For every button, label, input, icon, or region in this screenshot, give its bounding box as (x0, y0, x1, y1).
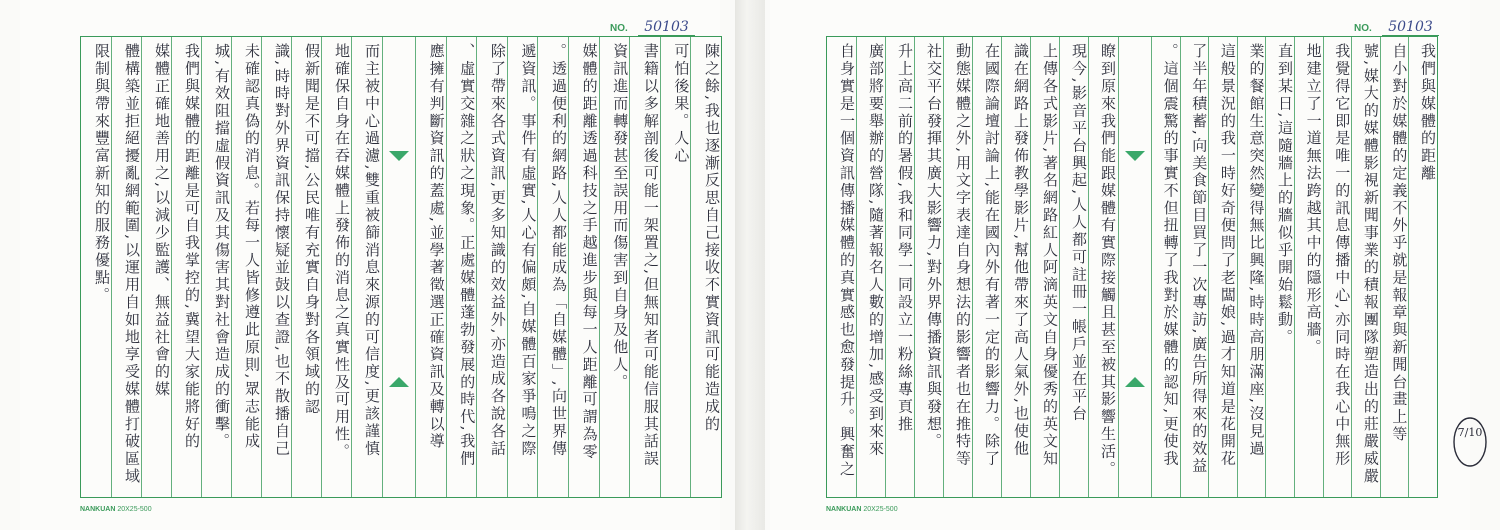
text-column: 識,時時對外界資訊保持懷疑並鼓以查證,也不散播自己 (261, 37, 291, 497)
text-column: 可怕後果。人心 (660, 37, 691, 497)
page-number-annotation (1450, 410, 1490, 470)
sheet-number-header (610, 18, 695, 36)
no-label: NO. (610, 23, 628, 34)
text-column: 、虛實交雜之狀之現象。正處媒體蓬勃發展的時代,我們 (446, 37, 477, 497)
text-column: 陳之餘,我也逐漸反思自己接收不實資訊可能造成的 (690, 37, 721, 497)
text-column: 號,媒大的媒體影視新聞事業的積報團隊塑造出的莊嚴威嚴 (1351, 37, 1380, 497)
text-column: 瞭到原來我們能跟媒體有實際接觸且甚至被其影響生活。 (1088, 37, 1117, 497)
no-label: NO. (1354, 23, 1372, 34)
text-column: 社交平台發揮其廣大影響力,對外界傳播資訊與發想。 (914, 37, 943, 497)
text-column: 在國際論壇討論上,能在國內外有著一定的影響力。除了 (972, 37, 1001, 497)
text-column: 自身實是一個資訊傳播媒體的真實感也愈發提升。興奮之 (838, 43, 856, 478)
text-column: 地建立了一道無法跨越其中的隱形高牆。 (1294, 37, 1323, 497)
text-column: 而主被中心過濾,雙重被篩消息來源的可信度,更該謹慎 (351, 37, 381, 497)
text-column: 資訊進而轉發甚至誤用而傷害到自身及他人。 (599, 37, 630, 497)
grid-center-strip (382, 37, 416, 497)
text-column: 直到某日,這隨牆上的牆似乎開始鬆動。 (1265, 37, 1294, 497)
text-column: 廣部將要舉辦的營隊,隨著報名人數的增加,感受到來來 (856, 37, 885, 497)
text-column: 現今,影音平台興起,人人都可註冊一帳戶並在平台 (1059, 37, 1088, 497)
text-column: 識在網路上發佈教學影片,幫他帶來了高人氣外,也使他 (1001, 37, 1030, 497)
text-column: 了半年積蓄,向美食節目買了一次專訪,廣告所得來的效益 (1180, 37, 1209, 497)
text-column: 。這個震驚的事實不但扭轉了我對於媒體的認知,更使我 (1161, 43, 1180, 468)
text-column: 我們與媒體的距離是可自我掌控的,冀望大家能將好的 (171, 37, 201, 497)
text-column: 上傳各式影片,著名網路紅人阿滴英文自身優秀的英文知 (1030, 37, 1059, 497)
manuscript-sheet-right (770, 0, 1470, 530)
text-column: 。透過便利的網路,人人都能成為「自媒體」,向世界傳 (537, 37, 568, 497)
text-column: 升上高二前的暑假,我和同學一同設立一粉絲專頁推 (885, 37, 914, 497)
page-number-text: 7/10 (1457, 426, 1483, 439)
manuscript-grid (826, 36, 1438, 498)
text-column: 書籍以多解剖後可能一架置之,但無知者可能信服其話誤 (629, 37, 660, 497)
text-column: 假新聞是不可擋,公民唯有充實自身對各領域的認 (291, 37, 321, 497)
footer-brand: NANKUAN (826, 506, 862, 513)
footer-brand: NANKUAN (80, 506, 116, 513)
binding-gutter (735, 0, 765, 530)
text-column: 地確保自身在吞媒體上發佈的消息之真實性及可用性。 (321, 37, 351, 497)
grid-left-half (827, 37, 1117, 497)
text-column: 業的餐館生意突然變得無比興隆,時時高朋滿座,沒見過 (1237, 37, 1266, 497)
grid-center-strip (1118, 37, 1152, 497)
footer-spec: 20X25-500 (863, 506, 898, 513)
sheet-number: 50103 (638, 19, 695, 36)
triangle-marker-icon (389, 377, 409, 387)
grid-right-half (1151, 37, 1437, 497)
manuscript-grid (80, 36, 722, 498)
paper-footer (80, 506, 152, 513)
text-column: 我們與媒體的距離 (1408, 37, 1437, 497)
text-column: 限制與帶來豐富新知的服務優點。 (93, 43, 111, 304)
sheet-number: 50103 (1382, 19, 1439, 36)
footer-spec: 20X25-500 (117, 506, 152, 513)
text-column: 這般景況的我一時好奇便問了老闆娘,過才知道是花開花 (1208, 37, 1237, 497)
triangle-marker-icon (1125, 377, 1145, 387)
text-column: 應擁有判斷資訊的蓋處,並學著徵選正確資訊及轉以導 (427, 43, 446, 451)
triangle-marker-icon (389, 151, 409, 161)
grid-left-half (81, 37, 381, 497)
text-column: 城,有效阻擋虛假資訊及其傷害其對社會造成的衝擊。 (201, 37, 231, 497)
text-column: 除了帶來各式資訊,更多知識的效益外,亦造成各說各話 (476, 37, 507, 497)
triangle-marker-icon (1125, 151, 1145, 161)
text-column: 未確認真偽的消息。若每一人皆修遵此原則,眾志能成 (231, 37, 261, 497)
text-column: 媒體正確地善用之,以減少監護、無益社會的媒 (141, 37, 171, 497)
text-column: 體構築並拒絕擾亂網範圍,以運用自如地享受媒體打破區域 (111, 37, 141, 497)
grid-right-half (415, 37, 721, 497)
text-column: 自小對於媒體的定義不外乎就是報章與新聞台畫上等 (1380, 37, 1409, 497)
text-column: 我覺得它即是唯一的訊息傳播中心,亦同時在我心中無形 (1323, 37, 1352, 497)
manuscript-sheet-left (20, 0, 720, 530)
text-column: 動態媒體之外,用文字表達自身想法的影響者也在推特等 (943, 37, 972, 497)
paper-footer (826, 506, 898, 513)
text-column: 遞資訊。事件有虛實,人心有偏頗,自媒體百家爭鳴之際 (507, 37, 538, 497)
text-column: 媒體的距離透過科技之手越進步與每一人距離可謂為零 (568, 37, 599, 497)
sheet-number-header (1354, 18, 1439, 36)
